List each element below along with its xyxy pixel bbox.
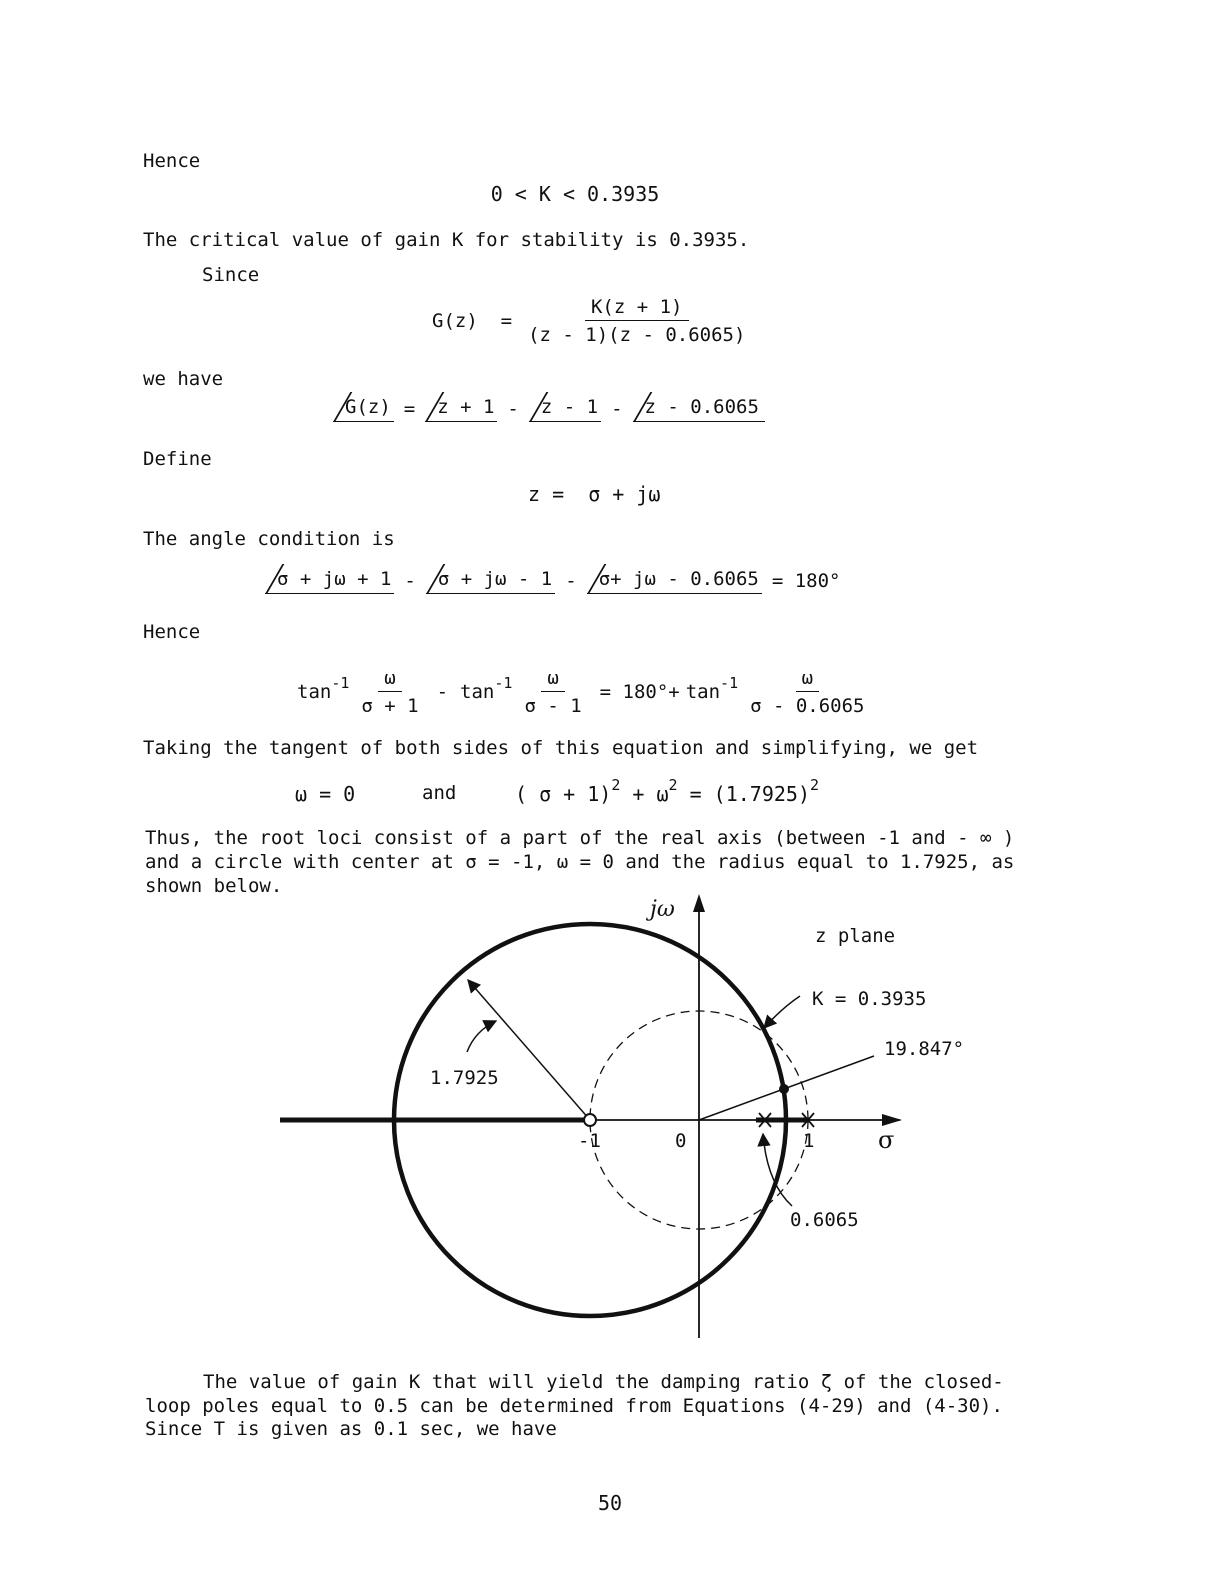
thus-line-3: shown below. bbox=[145, 875, 283, 897]
angle-term-3: z - 0.6065 bbox=[633, 396, 765, 422]
circle-eq-mid: + ω bbox=[620, 782, 669, 806]
zero-marker bbox=[584, 1114, 596, 1126]
ac-rhs: = 180° bbox=[771, 570, 841, 592]
tan-frac-2-num: ω bbox=[541, 667, 564, 692]
angle-condition-equation bbox=[265, 568, 840, 594]
tan-2-sup: -1 bbox=[494, 673, 513, 692]
thus-line-2: and a circle with center at σ = -1, ω = 0 and the radius equal to 1.7925, as bbox=[145, 851, 1015, 873]
angle-label: 19.847° bbox=[884, 1038, 965, 1060]
tick-label-1: 1 bbox=[803, 1130, 815, 1152]
g-numerator: K(z + 1) bbox=[585, 296, 689, 321]
tan-2 bbox=[460, 673, 513, 703]
circle-sup-1: 2 bbox=[611, 776, 621, 795]
tan-3 bbox=[685, 673, 739, 703]
g-denominator: (z - 1)(z - 0.6065) bbox=[528, 324, 746, 346]
g-fraction bbox=[522, 296, 751, 346]
k-value-label: K = 0.3935 bbox=[812, 988, 927, 1010]
ac-term-3: σ+ jω - 0.6065 bbox=[587, 568, 762, 594]
tan-frac-2-den: σ - 1 bbox=[524, 695, 582, 717]
tan-1 bbox=[297, 673, 350, 703]
angle-condition-text: The angle condition is bbox=[143, 528, 395, 550]
stability-inequality: 0 < K < 0.3935 bbox=[490, 182, 660, 206]
tan-3-word: tan bbox=[685, 681, 721, 703]
angle-term-1: z + 1 bbox=[425, 396, 497, 422]
hence-text: Hence bbox=[143, 150, 201, 172]
omega-zero: ω = 0 bbox=[295, 782, 356, 806]
angle-minus-2: - bbox=[611, 398, 623, 420]
circle-sup-3: 2 bbox=[810, 776, 820, 795]
circle-eq-right: = (1.7925) bbox=[677, 782, 811, 806]
define-text: Define bbox=[143, 448, 212, 470]
tan-3-sup: -1 bbox=[720, 673, 739, 692]
radius-line bbox=[468, 980, 590, 1120]
g-lhs: G(z) = bbox=[432, 310, 513, 332]
sigma-axis-label: σ bbox=[878, 1126, 895, 1154]
circle-eq-left: ( σ + 1) bbox=[515, 782, 612, 806]
hence-text-2: Hence bbox=[143, 621, 201, 643]
taking-tangent-sentence: Taking the tangent of both sides of this equation and simplifying, we get bbox=[143, 737, 979, 759]
critical-gain-sentence: The critical value of gain K for stability is 0.3935. bbox=[143, 229, 750, 251]
final-line-1: The value of gain K that will yield the damping ratio ζ of the closed- bbox=[203, 1371, 1004, 1393]
z-definition: z = σ + jω bbox=[528, 482, 661, 506]
since-text: Since bbox=[202, 264, 260, 286]
angle-eq-sign: = bbox=[403, 398, 416, 420]
angle-minus-1: - bbox=[507, 398, 519, 420]
ac-term-2: σ + jω - 1 bbox=[426, 568, 555, 594]
jw-label: jω bbox=[650, 897, 675, 922]
circle-equation bbox=[515, 776, 820, 806]
radius-label: 1.7925 bbox=[430, 1067, 499, 1089]
tan-frac-3-num: ω bbox=[796, 667, 819, 692]
tan-frac-3-den: σ - 0.6065 bbox=[750, 695, 865, 717]
angle-g: G(z) bbox=[333, 396, 394, 422]
tan-frac-2 bbox=[518, 667, 587, 717]
tick-label-0: 0 bbox=[675, 1130, 687, 1152]
tan-2-word: tan bbox=[460, 681, 495, 703]
k-label-arrow bbox=[764, 996, 800, 1028]
root-locus-figure bbox=[270, 888, 965, 1348]
real-axis-arrow bbox=[882, 1114, 902, 1126]
page-number: 50 bbox=[597, 1491, 623, 1515]
radius-label-arrow bbox=[467, 1021, 496, 1052]
tan-frac-3 bbox=[744, 667, 870, 717]
pole-value-label: 0.6065 bbox=[790, 1209, 859, 1231]
closed-loop-pole-dot bbox=[779, 1084, 789, 1094]
final-line-3: Since T is given as 0.1 sec, we have bbox=[145, 1418, 557, 1440]
tan-eq: = 180°+ bbox=[599, 681, 680, 703]
angle-term-2: z - 1 bbox=[529, 396, 601, 422]
tan-1-word: tan bbox=[297, 681, 332, 703]
tick-label-minus-1: -1 bbox=[578, 1130, 601, 1152]
ac-minus-1: - bbox=[404, 570, 416, 592]
transfer-function-equation bbox=[432, 296, 751, 346]
tan-frac-1 bbox=[355, 667, 424, 717]
tan-minus: - bbox=[436, 681, 449, 703]
and-text: and bbox=[422, 782, 457, 804]
ac-term-1: σ + jω + 1 bbox=[265, 568, 394, 594]
circle-sup-2: 2 bbox=[668, 776, 678, 795]
angle-equation bbox=[333, 396, 765, 422]
tan-frac-1-den: σ + 1 bbox=[361, 695, 419, 717]
ac-minus-2: - bbox=[565, 570, 577, 592]
thus-line-1: Thus, the root loci consist of a part of the real axis (between -1 and - ∞ ) bbox=[145, 827, 1015, 849]
tan-frac-1-num: ω bbox=[378, 667, 401, 692]
z-plane-label: z plane bbox=[815, 925, 896, 947]
final-line-2: loop poles equal to 0.5 can be determined from Equations (4-29) and (4-30). bbox=[145, 1395, 1003, 1417]
we-have-text: we have bbox=[143, 368, 224, 390]
tan-1-sup: -1 bbox=[331, 673, 350, 692]
tangent-equation bbox=[297, 667, 871, 717]
imaginary-axis-arrow bbox=[693, 894, 705, 912]
